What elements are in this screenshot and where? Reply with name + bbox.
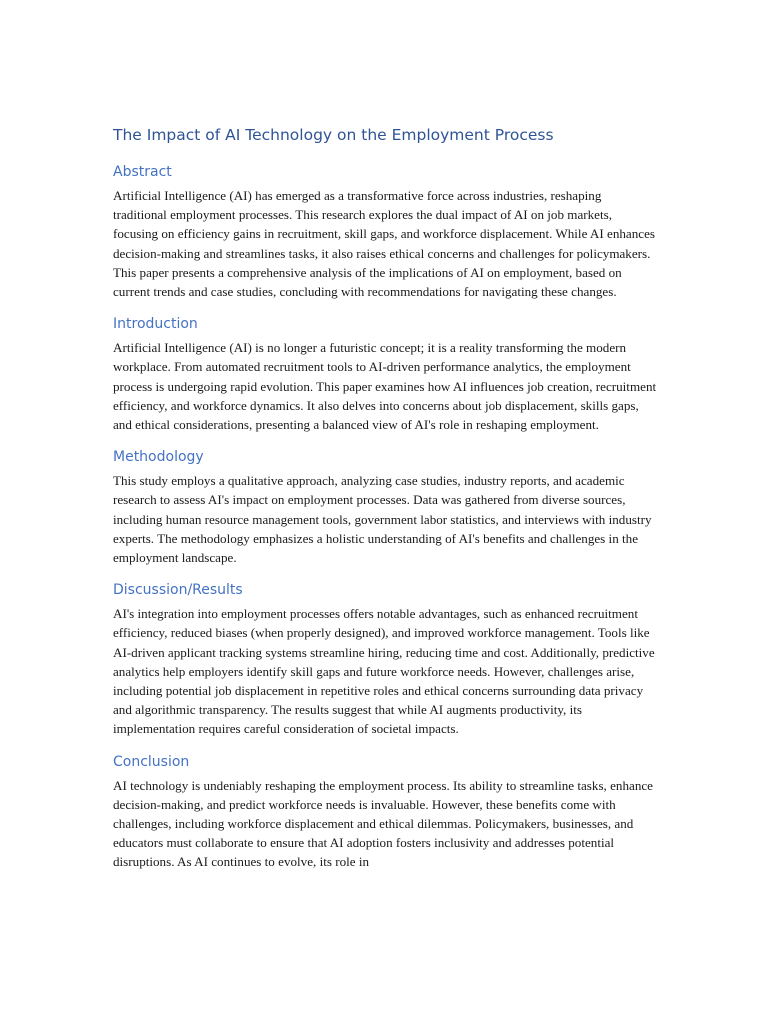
section-heading-introduction: Introduction	[113, 316, 198, 333]
section-heading-discussion-results: Discussion/Results	[113, 582, 243, 599]
section-body-methodology: This study employs a qualitative approach, analyzing case studies, industry reports, and academic research to assess AI's impact on employment processes. Data was gathered from diverse sources, including human resource management tools, government labor statistics, and interviews with industry experts. The methodology emphasizes a holistic understanding of AI's benefits and challenges in the employment landscape.	[113, 473, 652, 566]
section-conclusion	[113, 752, 658, 872]
section-abstract	[113, 162, 658, 301]
section-methodology	[113, 447, 658, 567]
section-heading-conclusion: Conclusion	[113, 753, 190, 770]
document-page	[113, 124, 658, 885]
section-heading-methodology: Methodology	[113, 449, 204, 466]
section-discussion-results	[113, 580, 658, 738]
section-body-discussion-results: AI's integration into employment processes offers notable advantages, such as enhanced recruitment efficiency, reduced biases (when properly designed), and improved workforce management. Tools like AI-driven applicant tracking systems streamline hiring, reducing time and cost. Additionally, predictive analytics help employers identify skill gaps and future workforce needs. However, challenges arise, including potential job displacement in repetitive roles and ethical concerns surrounding data privacy and algorithmic transparency. The results suggest that while AI augments productivity, its implementation requires careful consideration of societal impacts.	[113, 606, 655, 737]
section-introduction	[113, 314, 658, 434]
section-body-introduction: Artificial Intelligence (AI) is no longer a futuristic concept; it is a reality transforming the modern workplace. From automated recruitment tools to AI-driven performance analytics, the employment process is undergoing rapid evolution. This paper examines how AI influences job creation, recruitment efficiency, and workforce dynamics. It also delves into concerns about job displacement, skills gaps, and ethical considerations, presenting a balanced view of AI's role in reshaping employment.	[113, 340, 657, 433]
section-heading-abstract: Abstract	[113, 164, 172, 180]
section-body-conclusion: AI technology is undeniably reshaping the employment process. Its ability to streamline tasks, enhance decision-making, and predict workforce needs is invaluable. However, these benefits come with challenges, including workforce displacement and ethical dilemmas. Policymakers, businesses, and educators must collaborate to ensure that AI adoption fosters inclusivity and addresses potential disruptions. As AI continues to evolve, its role in	[113, 777, 653, 870]
document-title: The Impact of AI Technology on the Employment Process	[113, 126, 554, 144]
section-body-abstract: Artificial Intelligence (AI) has emerged as a transformative force across industries, reshaping traditional employment processes. This research explores the dual impact of AI on job markets, focusing on efficiency gains in recruitment, skill gaps, and workforce displacement. While AI enhances decision-making and streamlines tasks, it also raises ethical concerns and challenges for policymakers. This paper presents a comprehensive analysis of the implications of AI on employment, based on current trends and case studies, concluding with recommendations for navigating these changes.	[113, 188, 656, 300]
